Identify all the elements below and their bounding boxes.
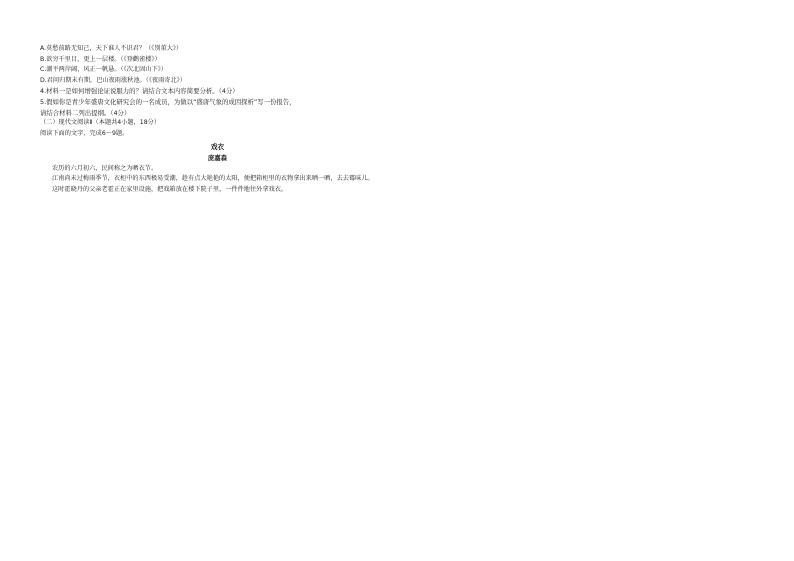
paragraph: 农历的六月初六，民间称之为晒衣节。	[52, 164, 158, 172]
reading-instruction: 阅读下面的文字，完成6～9题。	[40, 129, 129, 137]
choice-a: A.莫愁前路无知己，天下谁人不识君？（《别董大》）	[40, 45, 183, 52]
choice-c: C.潮平两岸阔，风正一帆悬。（《次北固山下》）	[40, 66, 167, 74]
story-author: 庞嘉森	[207, 153, 228, 162]
story-title: 戏衣	[210, 143, 225, 152]
paragraph: 江南尚未过梅雨季节，衣柜中的东西极易受潮，趁有点大艳艳的太阳，便把箱柜里的衣物拿出来晒一晒，去去霉味儿。	[52, 175, 374, 183]
left-column	[40, 44, 395, 195]
paragraph: 这时霍晓丹的父亲老霍正在家里设施，把戏箱放在楼下院子里，一件件地往外拿戏衣。	[52, 185, 288, 193]
question-5-line-1: 5.假如你是青少年盛唐文化研究会的一名成员，为做以“盛唐气象的成因探析”写一份报告，	[40, 97, 296, 106]
question-4: 4.材料一是如何增强论证说服力的？请结合文本内容简要分析。（4分）	[40, 87, 239, 96]
choice-d: D.君问归期未有期，巴山夜雨涨秋池。（《夜雨寄北》）	[40, 76, 186, 84]
choice-b: B.欲穷千里目，更上一层楼。（《登鹳雀楼》）	[40, 55, 161, 63]
section-heading: （二）现代文阅读Ⅱ（本题共4小题，18分）	[40, 119, 161, 127]
question-5-line-2: 请结合材料二列出提纲。（4分）	[40, 108, 131, 117]
